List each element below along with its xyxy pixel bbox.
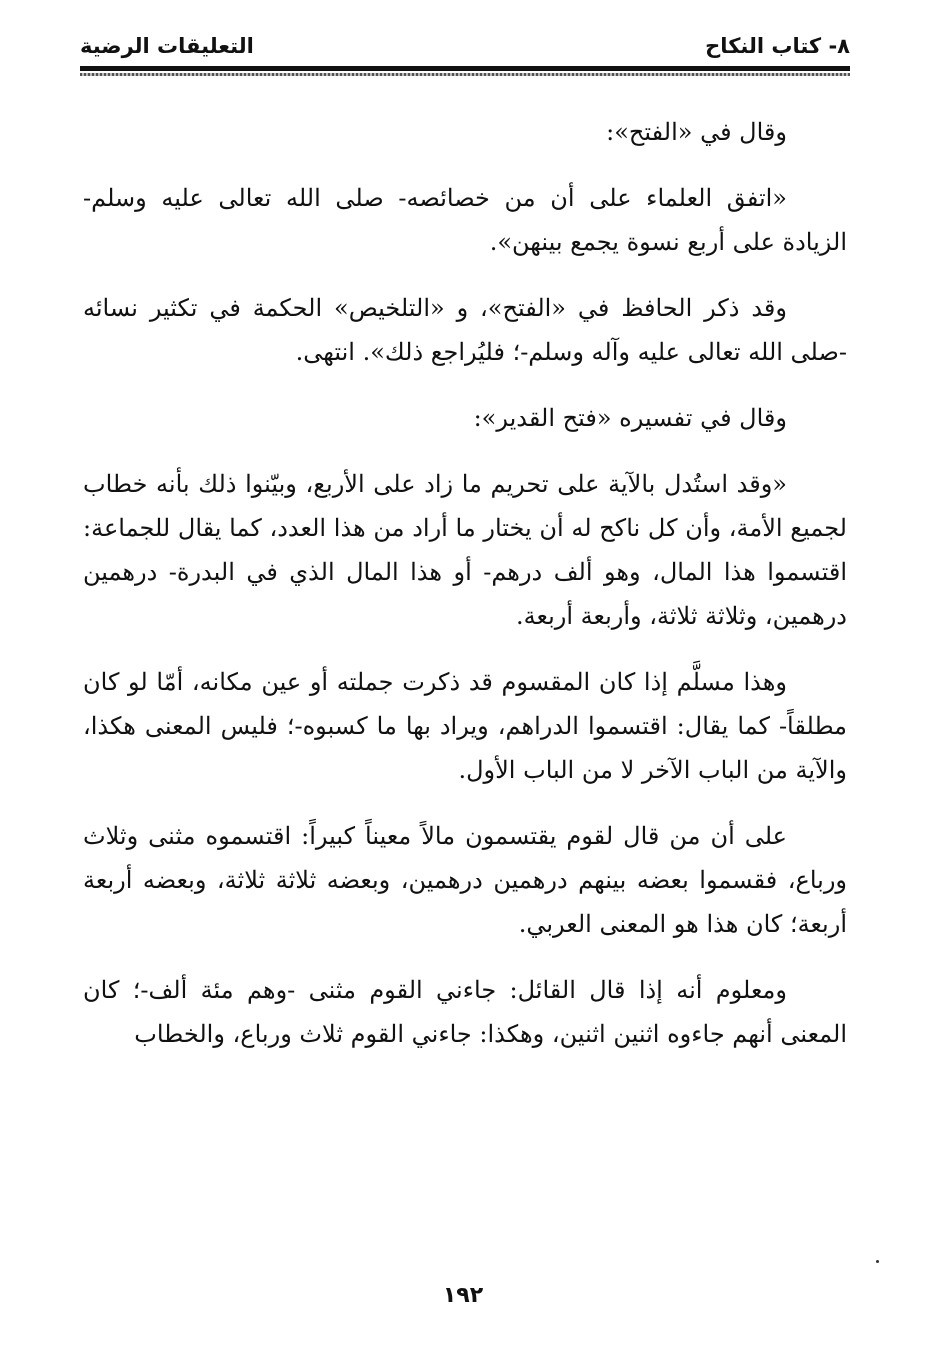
header-rule <box>80 66 850 71</box>
book-title: التعليقات الرضية <box>80 34 254 58</box>
paragraph: ومعلوم أنه إذا قال القائل: جاءني القوم مثنى -وهم مئة ألف-؛ كان المعنى أنهم جاءوه اثنين اثنين، وهكذا: جاءني القوم ثلاث ورباع، والخطاب <box>83 976 847 1048</box>
page-body <box>83 110 847 1078</box>
paragraph: وقد ذكر الحافظ في «الفتح»، و «التلخيص» الحكمة في تكثير نسائه -صلى الله تعالى عليه وآله وسلم-؛ فليُراجع ذلك». انتهى. <box>83 294 847 366</box>
paragraph: «اتفق العلماء على أن من خصائصه- صلى الله تعالى عليه وسلم- الزيادة على أربع نسوة يجمع بينهن». <box>83 184 847 256</box>
page-number: ١٩٢ <box>442 1283 484 1308</box>
paragraph: على أن من قال لقوم يقتسمون مالاً معيناً كبيراً: اقتسموه مثنى وثلاث ورباع، فقسموا بعضه بينهم درهمين درهمين، وبعضه ثلاثة ثلاثة، وبعضه أربعة أربعة؛ كان هذا هو المعنى العربي. <box>83 822 847 938</box>
scan-speck <box>876 1260 879 1263</box>
paragraph: وقال في تفسيره «فتح القدير»: <box>473 404 787 432</box>
paragraph: «وقد استُدل بالآية على تحريم ما زاد على الأربع، وبيّنوا ذلك بأنه خطاب لجميع الأمة، وأن كل ناكح له أن يختار ما أراد من هذا العدد، كما يقال للجماعة: اقتسموا هذا المال، وهو ألف درهم- أو هذا المال الذي في البدرة- درهمين درهمين، وثلاثة ثلاثة، وأربعة أربعة. <box>83 470 847 630</box>
paragraph: وهذا مسلَّم إذا كان المقسوم قد ذكرت جملته أو عين مكانه، أمّا لو كان مطلقاً- كما يقال: اقتسموا الدراهم، ويراد بها ما كسبوه-؛ فليس المعنى هكذا، والآية من الباب الآخر لا من الباب الأول. <box>83 668 847 784</box>
paragraph: وقال في «الفتح»: <box>606 118 787 146</box>
header-rule-shadow <box>80 73 850 76</box>
chapter-title: ٨- كتاب النكاح <box>705 34 850 58</box>
running-header <box>80 30 850 64</box>
